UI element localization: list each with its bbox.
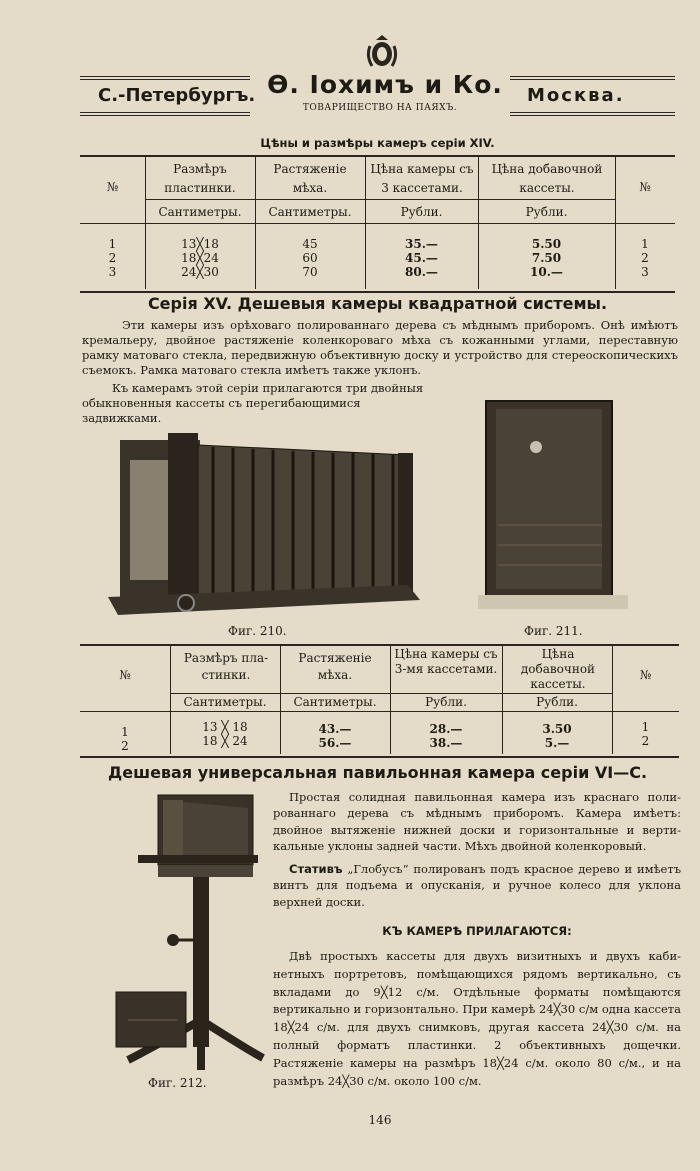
t1-header-bellows: Растяженіе мѣха. <box>273 162 347 195</box>
t2-unit: Сантиметры. <box>183 695 267 709</box>
t2-row1-extra: 3.50 <box>542 722 572 736</box>
stand-label: Стативъ <box>289 862 343 876</box>
t1-row2-price: 45.— <box>405 251 438 265</box>
t2-row1-bellows: 43.— <box>318 722 352 736</box>
series6-subheading: КЪ КАМЕРѢ ПРИЛАГАЮТСЯ: <box>382 924 572 938</box>
fig211-caption: Фиг. 211. <box>524 624 583 638</box>
t2-header-extra: Цѣна добавочной кассеты. <box>520 647 596 691</box>
page-number: 146 <box>368 1113 392 1127</box>
fig212-studio-camera-illustration <box>88 790 268 1075</box>
t1-row1-num-right: 1 <box>641 237 649 251</box>
t2-row1-num-right: 1 <box>641 720 650 734</box>
fig212-caption: Фиг. 212. <box>148 1076 207 1090</box>
series15-title: Серія XV. Дешевыя камеры квадратной системы. <box>147 294 608 313</box>
t2-header-num-right: № <box>639 668 652 682</box>
fig210-caption: Фиг. 210. <box>228 624 287 638</box>
t2-header-bellows: Растяженіе мѣха. <box>298 651 372 682</box>
t1-row3-num-right: 3 <box>641 265 649 279</box>
city-moscow: Москва. <box>527 85 625 106</box>
t1-row2-extra: 7.50 <box>531 251 562 265</box>
t1-header-num-right: № <box>639 180 651 194</box>
series6-accessories: Двѣ простыхъ кассеты для двухъ визитныхъ и двухъ кабинетныхъ портретовъ, помѣщающихся рядомъ вертикально, съ вкладами до 9╳12 с/м. Отдѣльные форматы помѣщаются вертикально и горизонтально. При камерѣ 24╳30 с/м одна кассета 18╳24 с/м. для двухъ снимковъ, другая кассета 24╳30 с/м. на полный форматъ пластинки. 2 объективныхъ дощечки. Растяженіе камеры на размѣръ 18╳24 с/м. около 80 с/м., и на размѣръ 24╳30 с/м. около 100 с/м. <box>273 949 681 1088</box>
t1-row2-size: 18╳24 <box>181 251 219 265</box>
fig210-camera-illustration <box>108 425 420 620</box>
fig211-camera-illustration <box>478 395 638 617</box>
table1-title: Цѣны и размѣры камеръ серіи XIV. <box>260 136 495 150</box>
series15-cassettes-note: Къ камерамъ этой серіи прилагаются три двойныя обыкновенныя кассеты съ перегибающимися задвижками. <box>82 381 424 425</box>
t1-row3-num: 3 <box>108 265 117 279</box>
t1-row3-price: 80.— <box>405 265 438 279</box>
t2-row2-num-right: 2 <box>641 734 650 748</box>
t1-header-price: Цѣна камеры съ 3 кассетами. <box>370 162 474 195</box>
company-name: Ѳ. Іохимъ и Ко. <box>267 70 503 99</box>
t1-unit: Сантиметры. <box>268 205 352 219</box>
t1-row1-size: 13╳18 <box>181 237 219 251</box>
t2-row2-bellows: 56.— <box>318 736 352 750</box>
crest-emblem <box>364 34 400 70</box>
series15-description: Эти камеры изъ орѣховаго полированнаго дерева съ мѣднымъ приборомъ. Онѣ имѣютъ кремальеру, двойное растяженіе коленкороваго мѣха съ кожанными углами, переставную рамку матоваго стекла, передвижную объективную доску и устройство для стереоскопическихъ съемокъ. Рамка матоваго стекла имѣетъ также уклонъ. <box>82 318 678 377</box>
t2-row1-size: 13 ╳ 18 <box>202 720 248 734</box>
t1-header-size: Размѣръ пластинки. <box>164 162 236 195</box>
t1-row1-price: 35.— <box>405 237 438 251</box>
t1-header-extra: Цѣна добавочной кассеты. <box>491 162 603 195</box>
t2-row1-price: 28.— <box>429 722 463 736</box>
t1-row2-num-right: 2 <box>641 251 649 265</box>
city-st-petersburg: С.-Петербургъ. <box>98 85 256 106</box>
t2-header-size: Размѣръ пластинки. <box>183 651 269 682</box>
t1-row2-num: 2 <box>108 251 117 265</box>
t1-row3-extra: 10.— <box>530 265 563 279</box>
t2-unit: Рубли. <box>425 695 467 709</box>
t1-row2-bellows: 60 <box>302 251 318 265</box>
series6-description: Простая солидная павильонная камера изъ краснаго полированнаго дерева съ мѣднымъ приборомъ. Камера имѣетъ: двойное вытяженіе нижней доски и горизонтальные и вертикальные уклоны задней части. Мѣхъ двойной коленкоровый. <box>273 790 681 853</box>
t2-row2-price: 38.— <box>429 736 463 750</box>
t1-row1-bellows: 45 <box>302 237 318 251</box>
t2-header-price: Цѣна камеры съ 3-мя кассетами. <box>394 647 498 676</box>
t1-header-num: № <box>106 180 119 194</box>
t1-unit: Рубли. <box>525 205 568 219</box>
series6-stand-text <box>273 861 681 910</box>
t1-unit: Сантиметры. <box>158 205 242 219</box>
t1-row1-extra: 5.50 <box>531 237 562 251</box>
t1-unit: Рубли. <box>400 205 443 219</box>
series6-title: Дешевая универсальная павильонная камера серіи VI—С. <box>107 763 648 782</box>
stand-description: „Глобусъ“ полированъ подъ красное дерево и имѣетъ винтъ для подъема и опусканія, и ручное колесо для уклона верхней доски. <box>273 862 682 909</box>
t2-unit: Сантиметры. <box>293 695 377 709</box>
t2-row2-size: 18 ╳ 24 <box>202 734 248 748</box>
t2-row1-num: 1 <box>121 725 129 739</box>
t2-row2-extra: 5.— <box>544 736 570 750</box>
t2-header-num: № <box>119 668 131 682</box>
company-subtitle: ТОВАРИЩЕСТВО НА ПАЯХЪ. <box>302 103 458 113</box>
t2-unit: Рубли. <box>536 695 578 709</box>
t1-row3-bellows: 70 <box>302 265 318 279</box>
t2-row2-num: 2 <box>121 739 129 753</box>
t1-row3-size: 24╳30 <box>181 265 219 279</box>
t1-row1-num: 1 <box>108 237 117 251</box>
